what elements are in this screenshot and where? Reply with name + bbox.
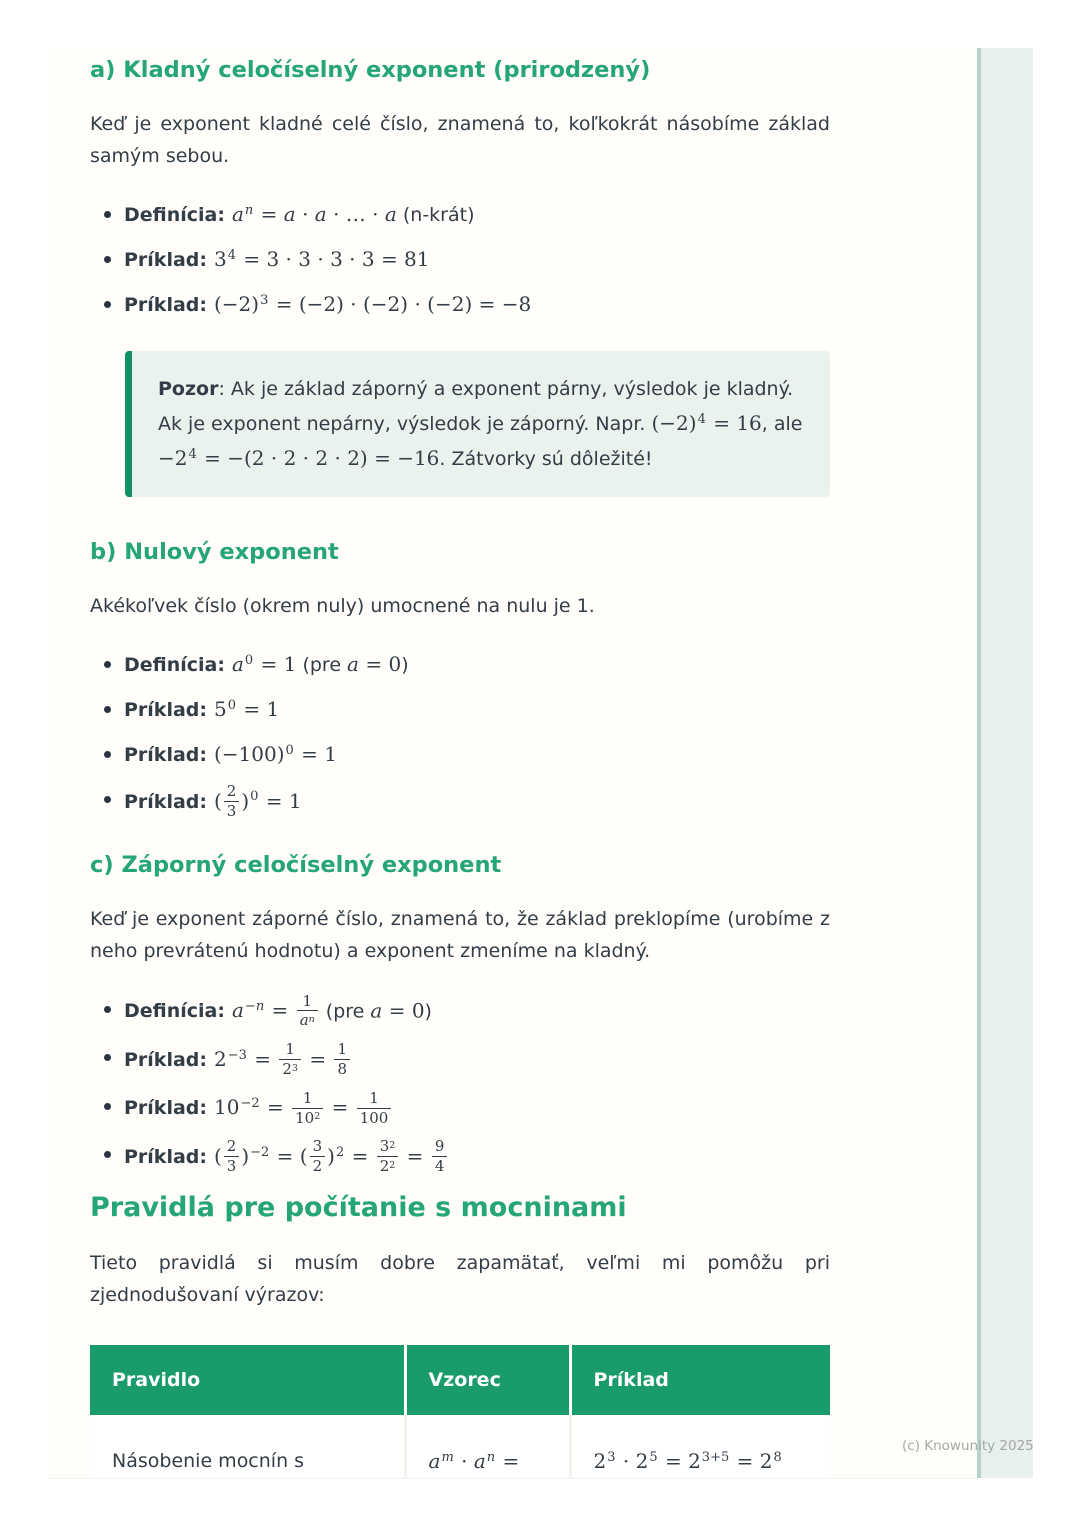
exponent: 3 (291, 1062, 298, 1074)
fraction (224, 1138, 240, 1175)
math-expression: $-2^4 = -(2 \cdot 2 \cdot 2 \cdot 2) = -16$ (158, 446, 440, 470)
fraction-numerator: 1 (297, 993, 318, 1012)
fraction (297, 993, 318, 1030)
fraction-denominator: 8 (337, 1059, 347, 1078)
math-expression: $(-2)^3 = (-2) \cdot (-2) \cdot (-2) = -8$ (213, 292, 532, 316)
section-positive-exponent (90, 55, 830, 497)
exponent: 0 (250, 789, 259, 805)
fraction-numerator: 1 (357, 1090, 392, 1109)
text-run: , ale (761, 413, 803, 435)
exponent: 4 (227, 247, 236, 263)
exponent: 3 (607, 1449, 616, 1465)
fraction (279, 1041, 301, 1078)
math-variable: a (299, 1011, 309, 1030)
math-variable: n (244, 202, 254, 218)
section-intro: Akékoľvek číslo (okrem nuly) umocnené na nulu je 1. (90, 595, 595, 617)
bullet-label: Príklad: (124, 790, 207, 813)
exponent: 2 (389, 1140, 396, 1152)
list-item (90, 243, 830, 276)
copyright-watermark: (c) Knowunity 2025 (902, 1438, 1034, 1454)
fraction (310, 1138, 326, 1175)
math-expression: $a^0 = 1$ (231, 652, 297, 676)
exponent (245, 203, 253, 218)
list-item (90, 783, 830, 820)
warning-callout (125, 351, 830, 497)
exponent: 8 (773, 1449, 782, 1465)
list-item (90, 693, 830, 726)
fraction-denominator: 100 (359, 1108, 389, 1127)
math-variable: m (441, 1449, 454, 1465)
text-run: . Zátvorky sú dôležité! (439, 448, 653, 470)
table-header-row (90, 1345, 830, 1415)
fraction (377, 1138, 399, 1175)
bullet-label: Príklad: (124, 1097, 207, 1120)
section-power-rules (90, 1191, 830, 1478)
exponent (309, 1014, 315, 1025)
list-item (90, 993, 830, 1030)
math-variable: n (486, 1449, 496, 1465)
fraction-numerator: 9 (432, 1138, 448, 1157)
table-row (90, 1415, 830, 1478)
exponent: 2 (389, 1159, 396, 1171)
fraction-denominator: 3 (226, 801, 237, 820)
fraction-denominator: 3 (226, 1157, 237, 1176)
fraction-denominator (297, 1011, 318, 1029)
exponent: 3+5 (701, 1449, 730, 1465)
section-zero-exponent (90, 537, 830, 820)
rules-heading: Pravidlá pre počítanie s mocninami (90, 1191, 627, 1223)
fraction-numerator: 2 (224, 1138, 240, 1157)
fraction-numerator: $3^2$ (377, 1138, 399, 1157)
bullet-label: Príklad: (124, 294, 207, 316)
math-variable: n (255, 999, 265, 1014)
exponent: 2 (335, 1144, 345, 1160)
exponent: 4 (697, 411, 706, 427)
bullet-list (90, 648, 830, 820)
text-run: ) (424, 1000, 432, 1023)
list-item (90, 1090, 830, 1127)
math-expression: a = 0 (347, 652, 402, 676)
list-item (90, 1041, 830, 1078)
math-variable: n (308, 1014, 315, 1026)
exponent: 5 (649, 1449, 658, 1465)
list-item (90, 648, 830, 681)
bullet-label: Príklad: (124, 1145, 207, 1168)
exponent: 4 (188, 446, 197, 462)
text-run: : Ak je základ záporný a exponent párny, výsledok je kladný. Ak je exponent nepárny, výsledok je záporný. Napr. (158, 378, 794, 435)
math-variable: a (370, 998, 383, 1023)
math-expression: $(-2)^4 = 16$ (651, 411, 762, 435)
math-expression: $10^{-2}$ = $\frac{1}{10^2}$ = $\frac{1}{100}$ (214, 1095, 393, 1119)
bullet-list (90, 993, 830, 1175)
exponent: 0 (227, 697, 236, 713)
bullet-label: Definícia: (124, 654, 225, 676)
rules-table (90, 1345, 830, 1478)
table-header-cell-example: Príklad (570, 1345, 830, 1415)
math-expression: $2^3 \cdot 2^5 = 2^{3+5} = 2^8$ (593, 1448, 782, 1473)
math-variable: a (384, 202, 397, 226)
math-variable: a (231, 202, 244, 226)
exponent: 0 (244, 652, 254, 668)
math-expression: $(-100)^0 = 1$ (213, 742, 338, 766)
fraction-numerator: 2 (224, 783, 240, 802)
math-expression: a = 0 (370, 998, 425, 1023)
rules-table-body (90, 1415, 830, 1478)
section-intro: Keď je exponent kladné celé číslo, znamená to, koľkokrát násobíme základ samým sebou. (90, 113, 830, 167)
math-expression: ( $\frac{2}{3}$ )$^{-2}$ = ( $\frac{3}{2}$ )$^2$ = $\frac{3^2}{2^2}$ = $\frac{9}{4}$ (214, 1144, 449, 1168)
fraction (224, 783, 240, 820)
math-expression: $2^{-3}$ = $\frac{1}{2^3}$ = $\frac{1}{8}$ (214, 1047, 352, 1071)
right-margin-bar (977, 48, 1033, 1478)
text-run: ) (401, 654, 409, 676)
text-run: (pre (319, 1000, 371, 1023)
section-intro: Keď je exponent záporné číslo, znamená to, že základ preklopíme (urobíme z neho prevrátenú hodnotu) a exponent zmeníme na kladný. (90, 907, 830, 962)
list-item (90, 1138, 830, 1175)
section-heading: a) Kladný celočíselný exponent (prirodzený) (90, 57, 651, 83)
exponent: −3 (227, 1047, 247, 1063)
fraction-numerator: 1 (292, 1090, 323, 1109)
math-variable: a (231, 652, 244, 676)
text-run: (n-krát) (396, 204, 475, 226)
fraction-denominator: $10^2$ (295, 1108, 321, 1127)
exponent (487, 1450, 495, 1465)
exponent: 3 (260, 292, 269, 308)
math-variable: a (473, 1448, 486, 1473)
fraction (432, 1138, 448, 1175)
text-run: (pre (296, 654, 348, 676)
fraction-numerator: 1 (279, 1041, 301, 1060)
fraction (357, 1090, 392, 1127)
bullet-label: Príklad: (124, 699, 207, 721)
fraction-numerator: 1 (334, 1041, 350, 1060)
section-negative-exponent (90, 850, 830, 1175)
bullet-label: Definícia: (124, 1000, 225, 1023)
section-heading: c) Záporný celočíselný exponent (90, 851, 502, 878)
math-expression: $5^0 = 1$ (213, 697, 280, 721)
fraction (292, 1090, 323, 1127)
bullet-label: Príklad: (124, 1048, 207, 1071)
math-expression: $a^{-n}$ = $\frac{1}{a^n}$ (232, 998, 320, 1022)
math-variable: a (231, 998, 244, 1023)
list-item (90, 738, 830, 771)
table-header-cell-formula: Vzorec (405, 1345, 570, 1415)
table-header-cell-rule: Pravidlo (90, 1345, 405, 1415)
math-expression: $a^m \cdot a^n$ = (428, 1448, 520, 1473)
callout-emphasis: Pozor (158, 378, 219, 400)
exponent: 0 (285, 742, 294, 758)
document-page (48, 48, 976, 1478)
math-variable: a (347, 652, 359, 676)
exponent: 2 (314, 1111, 321, 1123)
bullet-label: Príklad: (124, 744, 207, 766)
table-cell-example (570, 1415, 830, 1478)
text-run: Násobenie mocnín s (112, 1449, 305, 1472)
fraction-numerator: 3 (310, 1138, 326, 1157)
bullet-label: Definícia: (124, 204, 225, 226)
math-expression: $a^n = a \cdot a$ · … · a (231, 202, 397, 226)
bullet-label: Príklad: (124, 249, 207, 271)
rules-table-header (90, 1345, 830, 1415)
fraction-denominator: 2 (312, 1157, 323, 1176)
section-heading: b) Nulový exponent (90, 539, 339, 565)
math-expression: $3^4 = 3 \cdot 3 \cdot 3 \cdot 3 = 81$ (213, 247, 430, 271)
list-item (90, 288, 830, 321)
exponent (441, 1450, 453, 1465)
math-variable: a (283, 202, 296, 226)
bullet-list (90, 198, 830, 321)
math-variable: a (314, 202, 327, 226)
table-cell-rule (90, 1415, 405, 1478)
table-cell-formula (405, 1415, 570, 1478)
fraction-denominator: 4 (434, 1157, 445, 1176)
math-expression: ( $\frac{2}{3}$ )$^0$ = 1 (213, 782, 302, 820)
math-variable: a (428, 1448, 441, 1473)
list-item (90, 198, 830, 231)
fraction-denominator: $2^3$ (282, 1059, 298, 1078)
exponent: −n (244, 999, 265, 1014)
fraction (334, 1041, 350, 1078)
rules-intro: Tieto pravidlá si musím dobre zapamätať, veľmi mi pomôžu pri zjednodušovaní výrazov: (90, 1251, 830, 1306)
exponent: −2 (250, 1144, 270, 1160)
exponent: −2 (240, 1096, 260, 1112)
fraction-denominator: $2^2$ (379, 1157, 396, 1176)
